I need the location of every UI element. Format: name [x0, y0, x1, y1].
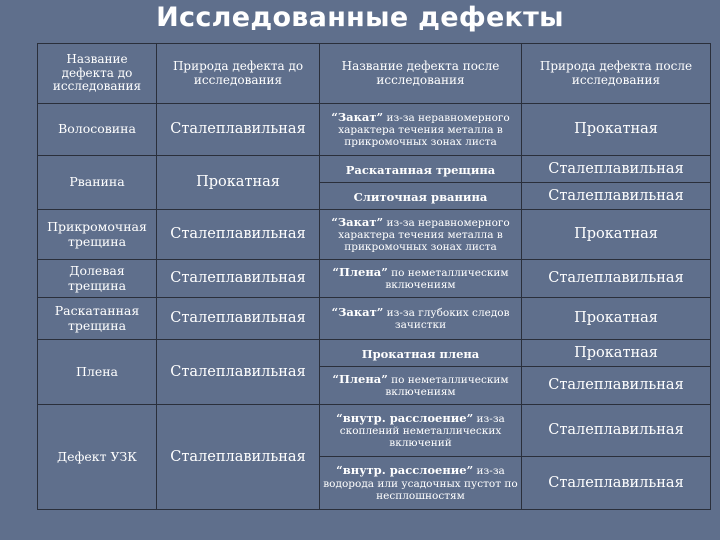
table-row — [38, 156, 711, 183]
table-row — [38, 260, 711, 298]
nature-after-cell: Прокатная — [522, 298, 711, 340]
defect-after-text: из-за неравномерного характера течения металла в прикромочных зонах листа — [338, 111, 510, 149]
nature-before-cell: Сталеплавильная — [157, 260, 320, 298]
defect-after-cell — [320, 260, 522, 298]
defect-after-text: из-за глубоких следов зачистки — [383, 306, 510, 332]
nature-before-cell: Прокатная — [157, 156, 320, 210]
defect-after-bold: Раскатанная трещина — [345, 162, 496, 177]
table-row — [38, 104, 711, 156]
nature-after-cell: Сталеплавильная — [522, 405, 711, 457]
nature-after-cell: Сталеплавильная — [522, 156, 711, 183]
defect-name-cell: Прикромочная трещина — [38, 210, 157, 260]
defect-name-cell: Раскатанная трещина — [38, 298, 157, 340]
header-name-before: Название дефекта до исследования — [38, 44, 157, 104]
defect-after-cell — [320, 457, 522, 510]
defect-name-cell: Дефект УЗК — [38, 405, 157, 510]
table-row — [38, 298, 711, 340]
nature-after-cell: Прокатная — [522, 340, 711, 367]
defect-after-bold: Слиточная рванина — [353, 189, 488, 204]
defect-after-text: по неметаллическим включениям — [385, 373, 509, 399]
header-name-after: Название дефекта после исследования — [320, 44, 522, 104]
defect-after-bold: “Закат” — [331, 214, 384, 229]
defect-after-bold: Прокатная плена — [361, 346, 480, 361]
defect-after-bold: “внутр. расслоение” — [336, 410, 474, 425]
defect-after-text: из-за водорода или усадочных пустот по несплошностям — [323, 465, 518, 502]
defect-after-text: из-за неравномерного характера течения металла в прикромочных зонах листа — [338, 216, 510, 254]
nature-after-cell: Сталеплавильная — [522, 183, 711, 210]
defect-after-cell — [320, 298, 522, 340]
defect-after-bold: “внутр. расслоение” — [336, 463, 474, 478]
nature-after-cell: Сталеплавильная — [522, 260, 711, 298]
defect-after-text: из-за скоплений неметаллических включений — [339, 412, 505, 450]
defect-after-cell — [320, 210, 522, 260]
defect-after-cell — [320, 405, 522, 457]
defect-after-cell — [320, 156, 522, 183]
defects-table — [37, 43, 711, 510]
nature-before-cell: Сталеплавильная — [157, 104, 320, 156]
defect-after-bold: “Закат” — [331, 109, 384, 124]
nature-before-cell: Сталеплавильная — [157, 210, 320, 260]
nature-after-cell: Сталеплавильная — [522, 457, 711, 510]
header-nature-before: Природа дефекта до исследования — [157, 44, 320, 104]
nature-after-cell: Прокатная — [522, 210, 711, 260]
defect-after-text: по неметаллическим включениям — [385, 266, 509, 292]
table-row — [38, 340, 711, 367]
nature-after-cell: Сталеплавильная — [522, 367, 711, 405]
defect-name-cell: Волосовина — [38, 104, 157, 156]
defect-name-cell: Рванина — [38, 156, 157, 210]
table-row — [38, 210, 711, 260]
slide-title: Исследованные дефекты — [156, 2, 564, 33]
defect-name-cell: Плена — [38, 340, 157, 405]
defect-after-cell — [320, 340, 522, 367]
header-row — [38, 44, 711, 104]
nature-after-cell: Прокатная — [522, 104, 711, 156]
defect-after-cell — [320, 104, 522, 156]
defect-after-cell — [320, 367, 522, 405]
nature-before-cell: Сталеплавильная — [157, 405, 320, 510]
defect-after-bold: “Плена” — [332, 371, 388, 386]
nature-before-cell: Сталеплавильная — [157, 298, 320, 340]
nature-before-cell: Сталеплавильная — [157, 340, 320, 405]
defect-after-cell — [320, 183, 522, 210]
defect-after-bold: “Закат” — [331, 304, 384, 319]
table-row — [38, 405, 711, 457]
defect-name-cell: Долевая трещина — [38, 260, 157, 298]
defect-after-bold: “Плена” — [332, 264, 388, 279]
header-nature-after: Природа дефекта после исследования — [522, 44, 711, 104]
